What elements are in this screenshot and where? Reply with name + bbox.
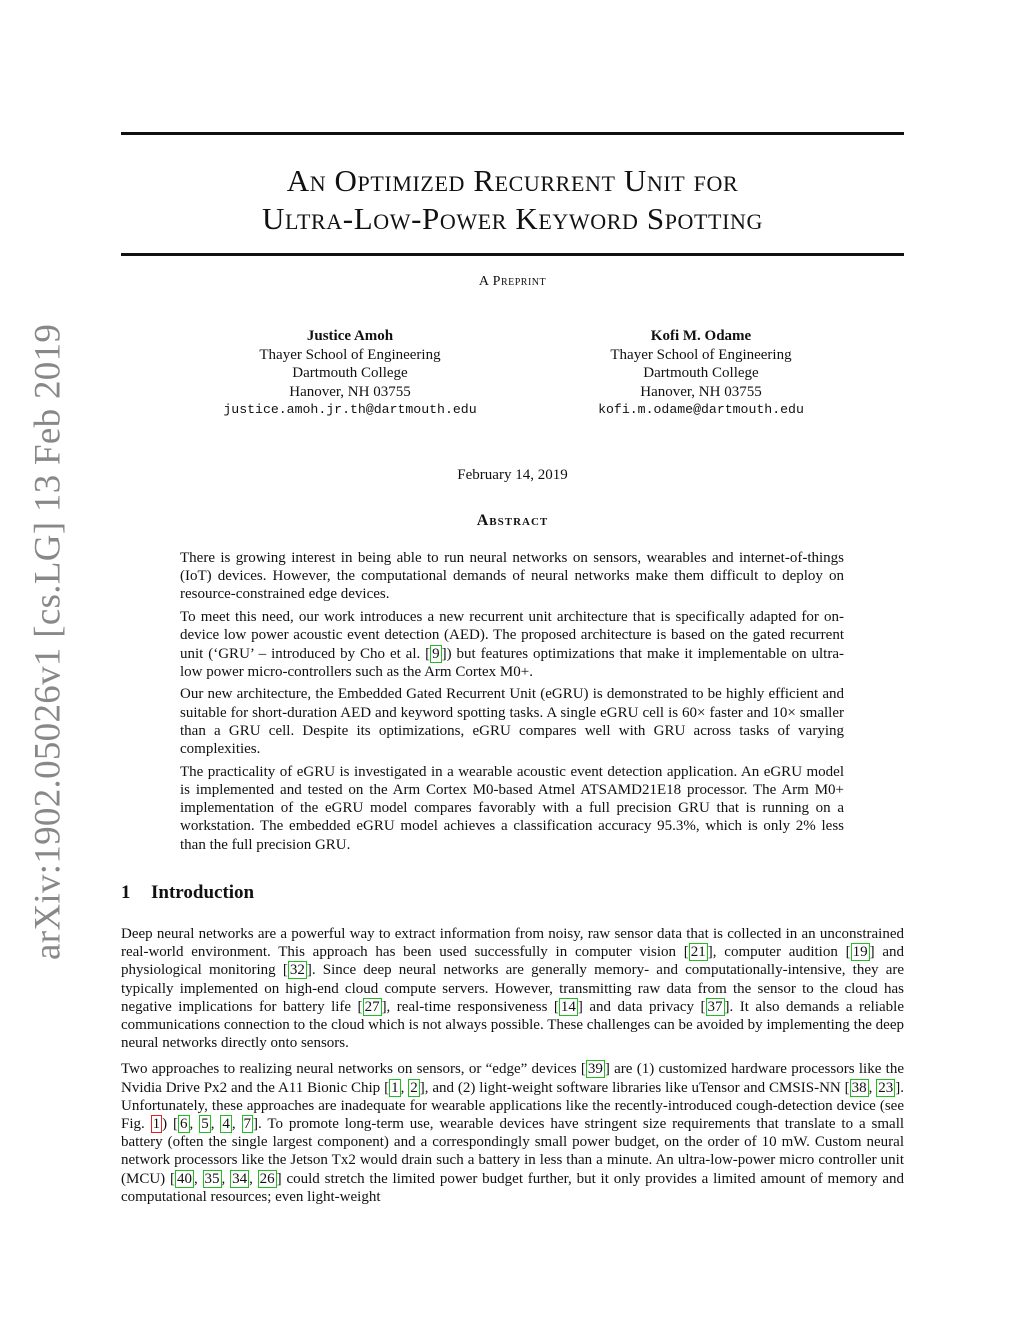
citation-link[interactable]: 2 (410, 1079, 418, 1096)
body-text: ]. To promote long-term use, wearable devices have stringent size requirements that translate to a small battery (often the single largest component) and a correspondingly small power budget, on the order of 10 mW. Custom neural network processors like the Jetson Tx2 would drain such a battery in less than a minute. An ultra-low-power micro controller unit (MCU) [ (121, 1116, 905, 1187)
body-text: ) [ (162, 1116, 179, 1133)
author-name: Kofi M. Odame (650, 328, 752, 344)
body-text: ]. Unfortunately, these approaches are inadequate for wearable applications like the recently-introduced cough-detection device (see Fig. (121, 1079, 905, 1133)
abstract-text: ]) but features optimizations that make it implementable on ultra-low power micro-controllers such as the Arm Cortex M0+. (180, 645, 844, 680)
section-number: 1 (121, 882, 131, 903)
body-text: Two approaches to realizing neural networks on sensors, or “edge” devices [ (121, 1061, 586, 1078)
paper-title-line-1: An Optimized Recurrent Unit for (286, 163, 739, 198)
citation-link[interactable]: 6 (180, 1116, 188, 1133)
body-paragraph (121, 925, 904, 1052)
citation-link[interactable]: 23 (878, 1079, 894, 1096)
section-title: Introduction (151, 882, 255, 903)
body-text: Deep neural networks are a powerful way to extract information from noisy, raw sensor data that is collected in an unconstrained real-world environment. This approach has been used successfully in computer vision [ (121, 926, 904, 961)
section-heading (121, 882, 254, 904)
author-block (170, 327, 530, 420)
author-institution: Dartmouth College (292, 365, 408, 381)
citation-link[interactable]: 7 (243, 1116, 252, 1133)
body-paragraph: Two approaches to realizing neural networks on sensors, or “edge” devices [ 39 ] are (1) customized hardware processors like the Nvidia Drive Px2 and the A11 Bionic Chip [ 1 , 2 ], and (2) light-weight software libraries like uTensor and CMSIS-NN [ 38 , 23 ]. Unfortunately, these approaches are inadequate for wearable applications like the recently-introduced cough-detection device (see Fig. 1 ) [ 6 , 5 , 4 , 7 ]. To promote long-term use, wearable devices have stringent size requirements that translate to a small battery (often the single largest component) and a correspondingly small power budget, on the order of 10 mW. Custom neural network processors like the Jetson Tx2 would drain such a battery in less than a minute. An ultra-low-power micro controller unit (MCU) [ 40 , 35 , 34 , 26 ] could stretch the limited power budget further, but it only provides a limited amount of memory and computational resources; even light-weight (121, 1061, 905, 1205)
citation-link[interactable]: 1 (391, 1079, 399, 1096)
body-text: ] and data privacy [ (577, 998, 706, 1015)
abstract-paragraph (180, 608, 844, 681)
citation-link[interactable]: 21 (690, 944, 706, 961)
body-text: ], computer audition [ (707, 944, 851, 961)
author-email: justice.amoh.jr.th@dartmouth.edu (223, 402, 477, 417)
figure-link[interactable]: 1 (152, 1116, 161, 1133)
citation-link[interactable]: 27 (364, 998, 380, 1015)
introduction-body (121, 925, 904, 1214)
title-rule-top (121, 132, 904, 135)
citation-link[interactable]: 34 (232, 1170, 248, 1187)
abstract-body (180, 549, 844, 858)
author-block (521, 327, 881, 420)
abstract-paragraph: There is growing interest in being able to run neural networks on sensors, wearables and internet-of-things (IoT) devices. However, the computational demands of neural networks make them difficult to deploy on resource-constrained edge devices. (180, 550, 844, 603)
author-name: Justice Amoh (306, 328, 394, 344)
body-text: ] are (1) customized hardware processors like the Nvidia Drive Px2 and the A11 Bionic Chip [ (121, 1061, 904, 1096)
body-text: ] and physiological monitoring [ (121, 944, 905, 979)
citation-link[interactable]: 26 (259, 1170, 275, 1187)
abstract-heading: Abstract (476, 512, 549, 529)
citation-link[interactable]: 40 (176, 1170, 192, 1187)
author-department: Thayer School of Engineering (610, 346, 792, 363)
body-text: ], and (2) light-weight software libraries like uTensor and CMSIS-NN [ (419, 1079, 850, 1096)
body-text: ]. It also demands a reliable communications connection to the cloud which is not always possible. These challenges can be avoided by implementing the deep neural networks directly onto sensors. (121, 998, 904, 1052)
body-text: ] could stretch the limited power budget further, but it only provides a limited amount of memory and computational resources; even light-weight (121, 1170, 904, 1205)
abstract-paragraph: Our new architecture, the Embedded Gated Recurrent Unit (eGRU) is demonstrated to be highly efficient and suitable for short-duration AED and keyword spotting tasks. A single eGRU cell is 60× faster and 10× smaller than a GRU cell. Despite its optimizations, eGRU compares well with GRU across tasks of varying complexities. (180, 686, 844, 758)
citation-link[interactable]: 39 (587, 1061, 603, 1078)
arxiv-side-stamp: arXiv:1902.05026v1 [cs.LG] 13 Feb 2019 (27, 323, 69, 960)
author-address: Hanover, NH 03755 (289, 383, 411, 400)
author-email: kofi.m.odame@dartmouth.edu (598, 402, 804, 417)
abstract-text: To meet this need, our work introduces a new recurrent unit architecture that is specifically adapted for on-device low power acoustic event detection (AED). The proposed architecture is based on the gated recurrent unit (‘GRU’ – introduced by Cho et al. [ (180, 609, 844, 662)
body-text: ], real-time responsiveness [ (381, 998, 559, 1015)
paper-title-line-2: Ultra-Low-Power Keyword Spotting (261, 201, 763, 236)
body-text: ]. Since deep neural networks are generally memory- and computationally-intensive, they are typically implemented on high-end cloud compute servers. However, transmitting raw data from the sensor to the cloud has negative implications for battery life [ (121, 962, 905, 1015)
citation-link[interactable]: 19 (852, 944, 868, 961)
author-department: Thayer School of Engineering (259, 346, 441, 363)
citation-link[interactable]: 38 (851, 1079, 867, 1096)
citation-link[interactable]: 4 (222, 1116, 230, 1133)
citation-link[interactable]: 5 (201, 1116, 209, 1133)
citation-link[interactable]: 14 (560, 998, 576, 1015)
citation-link[interactable]: 35 (204, 1170, 220, 1187)
author-institution: Dartmouth College (643, 365, 759, 381)
author-address: Hanover, NH 03755 (640, 383, 762, 400)
citation-link[interactable]: 32 (289, 962, 305, 979)
title-rule-bottom (121, 253, 904, 256)
abstract-paragraph: The practicality of eGRU is investigated in a wearable acoustic event detection application. An eGRU model is implemented and tested on the Arm Cortex M0-based Atmel ATSAMD21E18 processor. The Arm M0+ implementation of the eGRU model compares favorably with a full precision GRU that is running on a workstation. The embedded eGRU model achieves a classification accuracy 95.3%, which is only 2% less than the full precision GRU. (180, 763, 844, 853)
paper-date: February 14, 2019 (457, 467, 568, 483)
citation-link[interactable]: 37 (707, 998, 723, 1015)
preprint-label: A Preprint (478, 274, 547, 289)
citation-link[interactable]: 9 (432, 645, 440, 662)
